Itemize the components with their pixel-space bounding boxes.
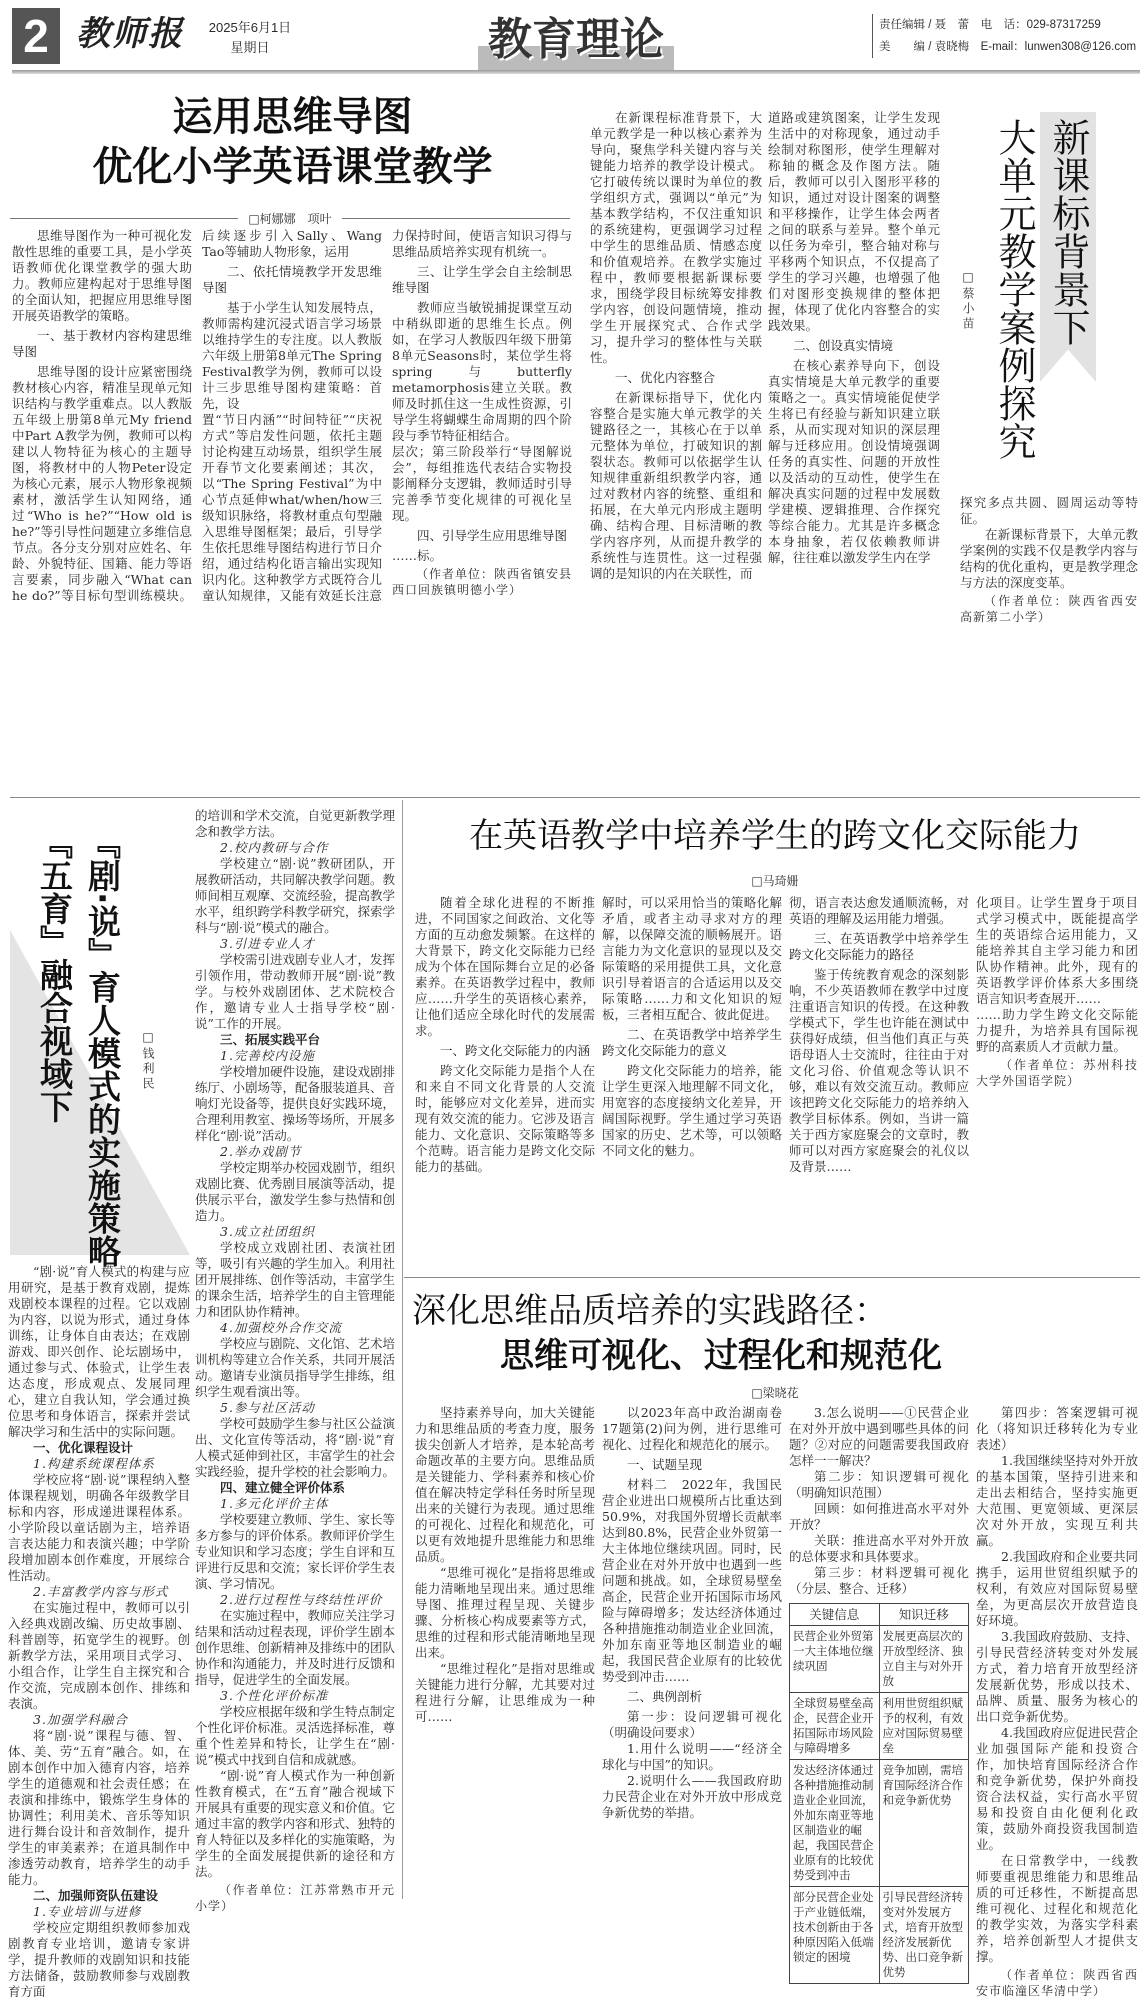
divider <box>342 218 570 219</box>
paragraph: 在实施过程中，教师应关注学习结果和活动过程表现，评价学生剧本创作思维、创新精神及排练中的团队协作和沟通能力，并及时进行反馈和指导，促进学生的全面发展。 <box>195 1608 396 1687</box>
divider <box>10 218 238 219</box>
article-5-column <box>415 1405 595 1725</box>
paragraph-continued: 的培训和学术交流，自觉更新教学理念和教学方法。 <box>195 808 396 839</box>
paragraph: 第一步：设问逻辑可视化（明确设问要求） <box>602 1709 782 1740</box>
article-5-byline: □梁晓花 <box>751 1386 799 1400</box>
key-info-table <box>789 1603 969 1984</box>
subsection-heading: 2.举办戏剧节 <box>220 1144 302 1159</box>
paragraph: 关联：推进高水平对外开放的总体要求和具体要求。 <box>789 1533 969 1564</box>
subsection-heading: 1.构建系统课程体系 <box>33 1456 155 1471</box>
article-5-column <box>789 1405 969 1990</box>
paragraph: 跨文化交际能力的培养，能让学生更深入地理解不同文化，用宽容的态度接纳文化差异，开阔国际视野。学生通过学习英语国家的历史、艺术等，可以领略不同文化的魅力。 <box>602 1063 782 1158</box>
paragraph: 鉴于传统教育观念的深刻影响，不少英语教师在教学中过度注重语言知识的传授。在这种教学模式下，学生也许能在测试中获得好成绩，但当他们真正与英语母语人士交流时，往往由于对文化习俗、价值观念等认识不够，难以有效交流互动。教师应该把跨文化交际能力的培养纳入教学目标体系。例如，当讲一篇关于西方家庭聚会的文章时，教师可以对西方家庭聚会的礼仪以及背景…… <box>789 967 969 1174</box>
paragraph: “剧·说”育人模式的构建与应用研究，是基于教育戏剧，提炼戏剧校本课程的过程。它以戏剧为内容，以说为形式，通过身体训练，让身体自由表达；在戏剧游戏、即兴创作、论坛剧场中，通过参与式、体验式，让学生表达态度，形成观点、发展同理心，建立自我认知，学会通过换位思考和身体语言，探索并尝试解决学习和生活中的实际问题。 <box>8 1264 190 1439</box>
subsection-heading: 4.加强校外合作交流 <box>220 1320 342 1335</box>
article-3-kicker: 『五育』融合视域下 <box>35 826 74 1123</box>
issue-date <box>205 18 295 58</box>
paragraph: 1.我国继续坚持对外开放的基本国策，坚持引进来和走出去相结合，坚持实施更大范围、更宽领域、更深层次对外开放，实现互利共赢。 <box>976 1453 1138 1548</box>
table-header: 知识迁移 <box>879 1604 969 1626</box>
article-4-byline: □马琦姗 <box>751 874 799 888</box>
paragraph: 学校要建立教师、学生、家长等多方参与的评价体系。教师评价学生专业知识和学习态度；学生自评和互评进行反思和交流；家长评价学生表演、学习情况。 <box>195 1512 396 1591</box>
subsection-heading: 2.进行过程性与终结性评价 <box>220 1592 383 1607</box>
article-2-kicker: 新课标背景下 <box>1046 118 1090 346</box>
table-cell: 引导民营经济转变对外发展方式，培育开放型经济发展新优势、出口竞争新优势 <box>879 1887 969 1984</box>
weekday-text: 星期日 <box>230 40 270 55</box>
divider <box>10 797 1140 798</box>
author-affiliation: （作者单位：苏州科技大学外国语学院） <box>976 1058 1138 1088</box>
table-cell: 竞争加剧，需培育国际经济合作和竞争新优势 <box>879 1760 969 1887</box>
title-line: 优化小学英语课堂教学 <box>92 144 493 190</box>
table-row <box>790 1887 969 1984</box>
paragraph-continued: 道路或建筑图案，让学生发现生活中的对称现象，通过动手绘制对称图形，使学生理解对称轴的概念及作图方法。随后，教师可以引入图形平移的知识，通过对设计图案的调整和平移操作，让学生体会两者之间的联系与差异。整个单元以任务为牵引，整合轴对称与平移两个知识点，不仅提高了学生的学习兴趣，也增强了他们对图形变换规律的整体把握，体现了优化内容整合的实践效果。 <box>768 110 940 333</box>
article-1-byline <box>10 210 570 227</box>
designer-line: 美 编 / 袁晓梅 E-mail：lunwen308@126.com <box>879 41 1137 53</box>
paragraph: 以2023年高中政治湖南卷17题第(2)问为例，进行思维可视化、过程化和规范化的展示。 <box>602 1405 782 1452</box>
article-4-column <box>415 895 595 1175</box>
section-heading: 二、在英语教学中培养学生跨文化交际能力的意义 <box>602 1027 782 1058</box>
paragraph: 随着全球化进程的不断推进，不同国家之间政治、文化等方面的互动愈发频繁。在这样的大背景下，跨文化交际能力已经成为个体在国际舞台立足的必备素养。在英语教学过程中，教师应……升学生的英语核心素养，让他们适应全球化时代的发展需求。 <box>415 895 595 1038</box>
paragraph: 3.怎么说明——①民营企业在对外开放中遇到哪些具体的问题？②对应的问题需要我国政府怎样一一解决？ <box>789 1405 969 1468</box>
article-2-byline: □蔡小苗 <box>961 270 975 332</box>
paragraph-continued: ……助力学生跨文化交际能力提升，为培养具有国际视野的高素质人才贡献力量。 <box>976 1007 1138 1054</box>
article-5-column <box>602 1405 782 1821</box>
subsection-heading: 1.完善校内设施 <box>220 1048 315 1063</box>
paragraph: 将“剧·说”课程与德、智、体、美、劳“五育”融合。如，在剧本创作中加入德育内容，培养学生的道德观和社会责任感；在表演和排练中，锻炼学生身体的协调性；利用美术、音乐等知识进行舞台设计和音效制作，提升学生的审美素养；在道具制作中渗透劳动教育，培养学生的动手能力。 <box>8 1728 190 1887</box>
article-4-column <box>602 895 782 1159</box>
paragraph: 在日常教学中，一线教师要重视思维能力和思维品质的可迁移性，不断提高思维可视化、过程化和规范化的教学实效，为落实学科素养，培养创新型人才提供支撑。 <box>976 1853 1138 1964</box>
paragraph: 学校定期举办校园戏剧节，组织戏剧比赛、优秀剧目展演等活动，提供展示平台，激发学生参与热情和创造力。 <box>195 1160 396 1223</box>
table-row <box>790 1760 969 1887</box>
paragraph: 学校应将“剧·说”课程纳入整体课程规划，明确各年级教学目标和内容，形成递进课程体系。小学阶段以童话剧为主，培养语言表达能力和表演兴趣；中学阶段增加剧本创作难度，开展综合性活动。 <box>8 1472 190 1583</box>
paragraph: 第三步：材料逻辑可视化（分层、整合、迁移） <box>789 1565 969 1596</box>
article-5-column <box>976 1405 1138 1999</box>
section-heading: 一、优化内容整合 <box>615 370 716 385</box>
paragraph: “思维可视化”是指将思维或能力清晰地呈现出来。通过思维导图、推理过程呈现、关键步骤、分析核心构成要素等方式，思维的过程和形式能清晰地呈现出来。 <box>415 1565 595 1660</box>
paragraph-continued: 解时，可以采用恰当的策略化解矛盾，或者主动寻求对方的理解，以保障交流的顺畅展开。语言能力为文化意识的显现以及交际策略的采用提供工具，文化意识引导着语言的合适运用以及交际策略……力和文化知识的短板，三者相互配合、彼此促进。 <box>602 895 782 1022</box>
table-cell: 发达经济体通过各种措施推动制造业企业回流，外加东南亚等地区制造业的崛起，我国民营企业原有的比较优势受到冲击 <box>790 1760 880 1887</box>
section-heading: 二、依托情境教学开发思维导图 <box>202 264 382 295</box>
newspaper-logo: 教师报 <box>76 14 184 54</box>
paragraph: 学校需引进戏剧专业人才，发挥引领作用，带动教师开展“剧·说”教学。与校外戏剧团体、艺术院校合作，邀请专业人士指导学校“剧·说”工作的开展。 <box>195 952 396 1031</box>
divider <box>404 1277 1140 1278</box>
subsection-heading: 5.参与社区活动 <box>220 1400 315 1415</box>
paragraph: 第二步：知识逻辑可视化（明确知识范围） <box>789 1469 969 1500</box>
paragraph: 在核心素养导向下，创设真实情境是大单元教学的重要策略之一。真实情境能促使学生将已有经验与新知识建立联系，从而实现对知识的深层理解与迁移应用。创设情境强调任务的真实性、问题的开放性以及活动的互动性，使学生在解决真实问题的过程中发展数学建模、逻辑推理、合作探究等综合能力。尤其是许多概念本身抽象，若仅依赖教师讲解，往往难以激发学生内在学 <box>768 358 940 565</box>
article-4-column <box>789 895 969 1175</box>
section-heading: 二、典例剖析 <box>627 1689 703 1704</box>
article-1-title <box>0 92 585 192</box>
page-number: 2 <box>12 8 60 64</box>
table-row <box>790 1626 969 1693</box>
paragraph: 学校建立“剧·说”教研团队，开展教研活动，共同解决教学问题。教师间相互观摩、交流经验，提高教学水平，组织跨学科教学研究，探索学科与“剧·说”模式的融合。 <box>195 856 396 935</box>
title-line: 运用思维导图 <box>172 94 413 140</box>
paragraph: 材料二 2022年，我国民营企业进出口规模所占比重达到50.9%，对我国外贸增长贡献率达到80.8%，民营企业外贸第一大主体地位继续巩固。同时，民营企业在对外开放中也遇到一些问题和挑战。如，全球贸易壁垒高企，民营企业开拓国际市场风险与障碍增多；发达经济体通过各种措施推动制造业企业回流，外加东南亚等地区制造业的崛起，我国民营企业原有的比较优势受到冲击…… <box>602 1477 782 1684</box>
subsection-heading: 3.引进专业人才 <box>220 936 315 951</box>
paragraph: 教师应当敏锐捕捉课堂互动中稍纵即逝的思维生长点。例如，在学习人教版四年级下册第8单元Seasons时，某位学生将spring与butterfly metamorphosis建立关联。教师及时抓住这一生成性资源，引导学生将蝴蝶生命周期的四个阶段与季节特征相结合。 <box>392 300 572 443</box>
subsection-heading: 3.加强学科融合 <box>33 1712 128 1727</box>
article-3-column <box>8 1264 190 2000</box>
article-2-column <box>960 495 1138 625</box>
article-2-column <box>768 110 940 566</box>
paragraph: 在新课标背景下，大单元教学案例的实践不仅是教学内容与结构的优化重构，更是教学理念与方法的深度变革。 <box>960 527 1138 590</box>
table-row <box>790 1693 969 1760</box>
paragraph: 3.我国政府鼓励、支持、引导民营经济转变对外发展方式，着力培育开放型经济发展新优势，形成以技术、品牌、质量、服务为核心的出口竞争新优势。 <box>976 1629 1138 1724</box>
paragraph: 学校应根据年级和学生特点制定个性化评价标准。灵活选择标准，尊重个性差异和特长，让学生在“剧·说”模式中找到自信和成就感。 <box>195 1704 396 1767</box>
paragraph: 在实施过程中，教师可以引入经典戏剧改编、历史故事剧、科普剧等，拓宽学生的视野。创新教学方法，采用项目式学习、小组合作，让学生自主探究和合作交流，完成剧本创作、排练和表演。 <box>8 1600 190 1711</box>
paragraph: 在新课程标准背景下，大单元教学是一种以核心素养为导向，聚焦学科关键内容与关键能力培养的教学设计模式。它打破传统以课时为单位的教学组织方式，强调以“单元”为基本教学结构，不仅注重知识的系统建构，更强调学习过程中学生的思维品质、情感态度和价值观培养。在教学实施过程中，教师要根据新课标要求，围绕学段目标统筹安排教学内容，创设问题情境，推动学生开展探究式、合作式学习，提升学习的整体性与关联性。 <box>590 110 762 365</box>
editor-line: 责任编辑 / 聂 蕾 电 话：029-87317259 <box>879 19 1101 31</box>
paragraph-continued: 化项目。让学生置身于项目式学习模式中，既能提高学生的英语综合运用能力，又能培养其自主学习能力和团队协作精神。此外，现有的英语教学评价体系大多围绕语言知识考查展开…… <box>976 895 1138 1006</box>
author: □柯娜娜 项叶 <box>248 212 332 226</box>
paragraph-continued: 彻，语言表达愈发通顺流畅，对英语的理解及运用能力增强。 <box>789 895 969 926</box>
paragraph: 思维导图的设计应紧密围绕教材核心内容，精准呈现单元知识结构与教学重难点。以人教版五年级上册第8单元My friend中Part A教学为例，教师可以构建以人物特征为核心的主题导图，将教材中的人物Peter设定为核心元素，展示人物形象视频素材，激活学生认知网络，通过“Who is he?”“How old is he?”等引导性问题建立多维信息节点。各分支分别对应姓名、年龄、外貌特征、国籍、能力等语言要素，同步融入“What can he do?”等目标句型训练模块。后续逐步引入Sally、Wang Tao等辅助人物形象，运用 <box>12 228 382 603</box>
paragraph: 学校应与剧院、文化馆、艺术培训机构等建立合作关系，共同开展活动。邀请专业演员指导学生排练，组织学生观看演出等。 <box>195 1336 396 1399</box>
article-4-title: 在英语教学中培养学生的跨文化交际能力 <box>469 816 1081 856</box>
paragraph: 跨文化交际能力是指个人在和来自不同文化背景的人交流时，能够应对文化差异，进而实现有效交流的能力。它涉及语言能力、文化意识、交际策略等多个范畴。语言能力是跨文化交际能力的基础。 <box>415 1063 595 1174</box>
paragraph: 在新课标指导下，优化内容整合是实施大单元教学的关键路径之一，其核心在于以单元整体为单位，打破知识的割裂状态。教师可以依据学生认知规律重新组织教学内容，通过对教材内容的统整、重组和拓展，在大单元内形成主题明确、结构合理、目标清晰的教学内容序列，从而提升教学的系统性与连贯性。这一过程强调的是知识的内在关联性，而 <box>590 390 762 581</box>
paragraph: “思维过程化”是指对思维或关键能力进行分解，尤其要对过程进行分解，让思维成为一种可…… <box>415 1661 595 1724</box>
subsection-heading: 2.校内教研与合作 <box>220 840 329 855</box>
paragraph: “剧·说”育人模式作为一种创新性教育模式，在“五育”融合视域下开展具有重要的现实意义和价值。它通过丰富的教学内容和形式、独特的育人特征以及多样化的实施策略，为学生的全面发展提供新的途径和方法。 <box>195 1768 396 1879</box>
author-affiliation: （作者单位：江苏常熟市开元小学） <box>195 1883 395 1913</box>
author-affiliation: （作者单位：陕西省镇安县西口回族镇明德小学） <box>392 567 573 597</box>
paragraph: 学校应定期组织教师参加戏剧教育专业培训，邀请专家讲学，提升教师的戏剧知识和技能方法储备，鼓励教师参与戏剧教育方面 <box>8 1920 190 1999</box>
subsection-heading: 1.多元化评价主体 <box>220 1496 329 1511</box>
section-heading: 四、建立健全评价体系 <box>220 1480 346 1495</box>
paragraph: 学校可鼓励学生参与社区公益演出、文化宣传等活动，将“剧·说”育人模式延伸到社区，丰富学生的社会实践经验，提升学校的社会影响力。 <box>195 1416 396 1479</box>
article-2-title: 大单元教学案例探究 <box>992 118 1036 460</box>
section-heading: 三、让学生学会自主绘制思维导图 <box>392 264 572 295</box>
section-heading: 一、跨文化交际能力的内涵 <box>440 1043 591 1058</box>
paragraph-continued: 探究多点共圆、圆周运动等特征。 <box>960 495 1138 526</box>
article-5-title: 深化思维品质培养的实践路径： <box>412 1291 888 1331</box>
paragraph: 回顾：如何推进高水平对外开放？ <box>789 1501 969 1532</box>
date-text: 2025年6月1日 <box>208 20 292 35</box>
article-3-title: 『剧·说』育人模式的实施策略 <box>83 826 122 1268</box>
paragraph: 1.用什么说明——“经济全球化与中国”的知识。 <box>602 1741 782 1772</box>
paragraph: 学校成立戏剧社团、表演社团等，吸引有兴趣的学生加入。利用社团开展排练、创作等活动，丰富学生的课余生活，培养学生的自主管理能力和团队协作精神。 <box>195 1240 396 1319</box>
paragraph: 2.说明什么——我国政府助力民营企业在对外开放中形成竞争新优势的举措。 <box>602 1773 782 1820</box>
article-3-byline: □钱利民 <box>141 1030 155 1092</box>
table-cell: 民营企业外贸第一大主体地位继续巩固 <box>790 1626 880 1693</box>
section-heading: 二、加强师资队伍建设 <box>33 1888 159 1903</box>
paragraph: 思维导图作为一种可视化发散性思维的重要工具，是小学英语教师优化课堂教学的强大助力。教师应建构起对于思维导图的全面认知，把握应用思维导图开展英语教学的策略。 <box>12 228 192 323</box>
section-heading: 二、创设真实情境 <box>793 338 894 353</box>
subsection-heading: 3.成立社团组织 <box>220 1224 315 1239</box>
article-5-subtitle: 思维可视化、过程化和规范化 <box>500 1336 942 1376</box>
section-heading: 三、拓展实践平台 <box>220 1032 321 1047</box>
section-heading: 一、优化课程设计 <box>33 1440 134 1455</box>
subsection-heading: 2.丰富教学内容与形式 <box>33 1584 169 1599</box>
paragraph: 4.我国政府应促进民营企业加强国际产能和投资合作，加快培育国际经济合作和竞争新优势，保护外商投资合法权益，实行高水平贸易和投资自由化便利化政策，鼓励外商投资我国制造业。 <box>976 1725 1138 1852</box>
section-heading: 一、基于教材内容构建思维导图 <box>12 328 192 359</box>
section-title: 教育理论 <box>488 14 664 65</box>
article-1-body <box>12 228 572 604</box>
table-header: 关键信息 <box>790 1604 880 1626</box>
section-heading: 一、试题呈现 <box>627 1457 703 1472</box>
section-heading: 三、在英语教学中培养学生跨文化交际能力的路径 <box>789 931 969 962</box>
header-rule <box>12 70 1140 74</box>
paragraph-continued: 层次；第三阶段举行“导图解说会”，每组推选代表结合实物投影阐释分支逻辑，教师适时引导完善季节变化规律的可视化呈现。 <box>392 444 572 523</box>
author-affiliation: （作者单位：陕西省西安高新第二小学） <box>960 594 1138 624</box>
subsection-heading: 1.专业培训与进修 <box>33 1904 142 1919</box>
paragraph: 学校增加硬件设施，建设戏剧排练厅、小剧场等，配备服装道具、音响灯光设备等，提供良好实践环境，合理利用教室、操场等场所，开展多样化“剧·说”活动。 <box>195 1064 396 1143</box>
editor-info <box>872 14 1136 58</box>
table-cell: 利用世贸组织赋予的权利，有效应对国际贸易壁垒 <box>879 1693 969 1760</box>
table-cell: 发展更高层次的开放型经济、独立自主与对外开放 <box>879 1626 969 1693</box>
divider <box>402 800 403 1899</box>
paragraph: 基于小学生认知发展特点，教师需构建沉浸式语言学习场景以维持学生的专注度。以人教版六年级上册第8单元The Spring Festival教学为例，教师可以设计三步思维导图构建策略：首先，设 <box>202 300 382 411</box>
article-2-column <box>590 110 762 582</box>
paragraph-continued: 置“节日内涵”“时间特征”“庆祝方式”等启发性问题，依托主题讨论构建互动场景，组织学生展开春节文化要素阐述；其次，以“The Spring Festival”为中心节点延伸what/when/how三级知识脉络，将教材重点句型融入思维导图框架；最后，引导学生依托思维导图结构进行节日介绍，通过结构化语言输出实现知识内化。这种教学方式既符合儿童认知规律，又能有效延长注意力保持时间，使语言知识习得与思维品质培养实现有机统一。 <box>202 228 572 603</box>
table-cell: 部分民营企业处于产业链低端，技术创新由于各种原因陷入低端锁定的困境 <box>790 1887 880 1984</box>
paragraph: 第四步：答案逻辑可视化（将知识迁移转化为专业表述） <box>976 1405 1138 1452</box>
section-heading: 四、引导学生应用思维导图 <box>417 528 568 543</box>
article-4-column <box>976 895 1138 1089</box>
paragraph: 2.我国政府和企业要共同携手，运用世贸组织赋予的权利，有效应对国际贸易壁垒，为更高层次开放营造良好环境。 <box>976 1549 1138 1628</box>
paragraph: 坚持素养导向，加大关键能力和思维品质的考查力度，服务拔尖创新人才培养，是本轮高考命题改革的主要方向。思维品质是关键能力、学科素养和核心价值在解决特定学科任务时所呈现出来的关键行为表现。通过思维的可视化、过程化和规范化，可以更有效地提升思维能力和思维品质。 <box>415 1405 595 1564</box>
subsection-heading: 3.个性化评价标准 <box>220 1688 329 1703</box>
article-3-column <box>195 808 395 1914</box>
author-affiliation: （作者单位：陕西省西安市临潼区华清中学） <box>976 1968 1138 1998</box>
paragraph-continued: ……标。 <box>392 548 443 563</box>
table-cell: 全球贸易壁垒高企，民营企业开拓国际市场风险与障碍增多 <box>790 1693 880 1760</box>
